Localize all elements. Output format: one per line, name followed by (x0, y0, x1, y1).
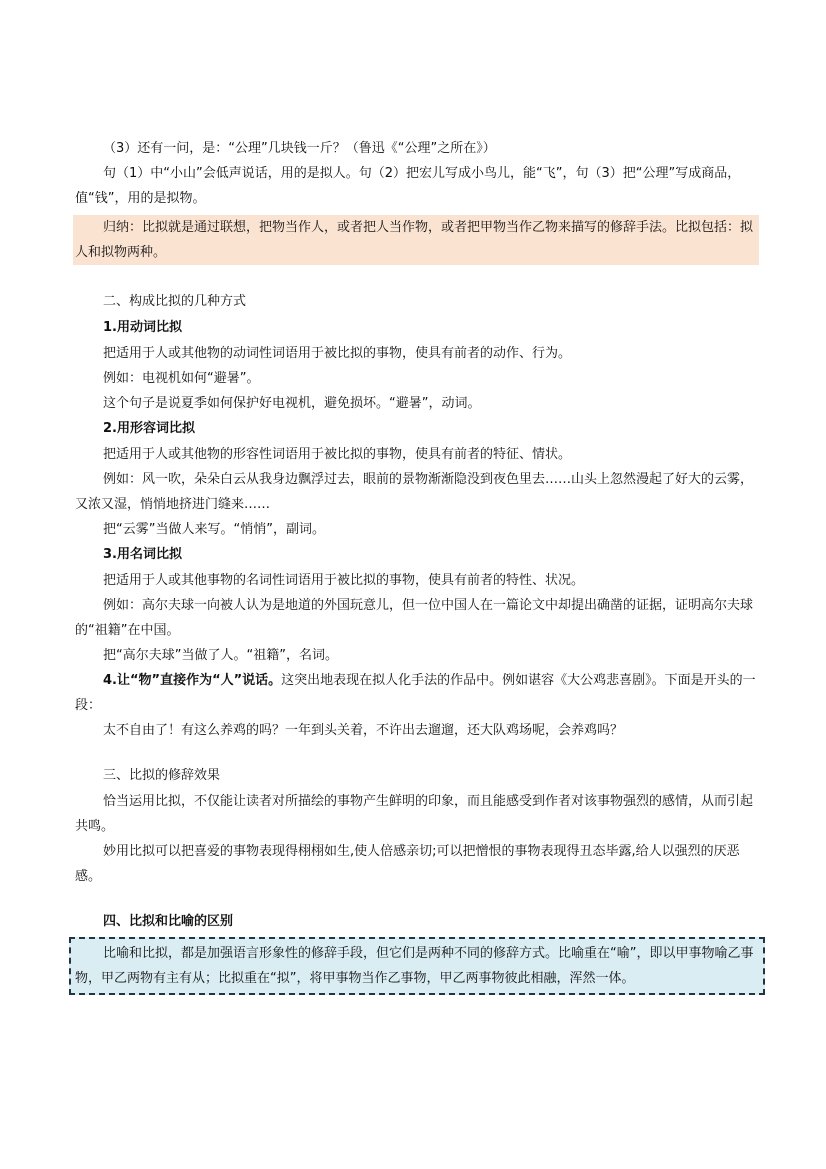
comparison-box (69, 937, 765, 995)
method-1-example: 例如：电视机如何“避暑”。 (103, 371, 260, 386)
section-4-title: 四、比拟和比喻的区别 (103, 914, 234, 929)
method-4-title: 4.让“物”直接作为“人”说话。 (103, 673, 282, 688)
method-4-desc: 这突出地表现在拟人化手法的作品中。例如谌容《大公鸡悲喜剧》。下面是开头的一段： (75, 673, 756, 713)
method-1-note: 这个句子是说夏季如何保护好电视机，避免损坏。“避暑”，动词。 (103, 396, 481, 411)
effect-paragraph-1: 恰当运用比拟，不仅能让读者对所描绘的事物产生鲜明的印象，而且能感受到作者对该事物强烈的感情，从而引起共鸣。 (75, 794, 754, 834)
section-2-title: 二、构成比拟的几种方式 (103, 294, 247, 309)
document-page (75, 136, 759, 995)
summary-box (73, 215, 759, 265)
method-4-paragraph (75, 668, 759, 718)
method-3-title: 3.用名词比拟 (103, 547, 182, 562)
summary-text: 归纳：比拟就是通过联想，把物当作人，或者把人当作物，或者把甲物当作乙物来描写的修辞手法。比拟包括：拟人和拟物两种。 (75, 220, 754, 260)
method-3-note: 把“高尔夫球”当做了人。“祖籍”，名词。 (103, 648, 338, 663)
effect-paragraph-2: 妙用比拟可以把喜爱的事物表现得栩栩如生,使人倍感亲切;可以把憎恨的事物表现得丑态毕露,给人以强烈的厌恶感。 (75, 844, 740, 884)
method-2-desc: 把适用于人或其他物的形容性词语用于被比拟的事物，使具有前者的特征、情状。 (103, 447, 572, 462)
method-2-note: 把“云雾”当做人来写。“悄悄”，副词。 (103, 522, 325, 537)
method-2-title: 2.用形容词比拟 (103, 421, 195, 436)
section-3-title: 三、比拟的修辞效果 (103, 768, 221, 783)
explanation-paragraph: 句（1）中“小山”会低声说话，用的是拟人。句（2）把宏儿写成小鸟儿，能“飞”，句（3）把“公理”写成商品，值“钱”，用的是拟物。 (75, 166, 741, 206)
method-3-example: 例如：高尔夫球一向被人认为是地道的外国玩意儿，但一位中国人在一篇论文中却提出确凿的证据，证明高尔夫球的“祖籍”在中国。 (75, 598, 754, 638)
method-1-title: 1.用动词比拟 (103, 320, 182, 335)
example-line-3: （3）还有一问，是：“公理”几块钱一斤？（鲁迅《“公理”之所在》） (103, 141, 496, 156)
method-4-example: 太不自由了！有这么养鸡的吗？一年到头关着，不许出去遛遛，还大队鸡场呢，会养鸡吗？ (103, 723, 624, 738)
method-3-desc: 把适用于人或其他事物的名词性词语用于被比拟的事物，使具有前者的特性、状况。 (103, 573, 585, 588)
method-1-desc: 把适用于人或其他物的动词性词语用于被比拟的事物，使具有前者的动作、行为。 (103, 346, 572, 361)
method-2-example: 例如：风一吹，朵朵白云从我身边飘浮过去，眼前的景物渐渐隐没到夜色里去……山头上忽然漫起了好大的云雾，又浓又湿，悄悄地挤进门缝来…… (75, 472, 754, 512)
comparison-text: 比喻和比拟，都是加强语言形象性的修辞手段，但它们是两种不同的修辞方式。比喻重在“喻”，即以甲事物喻乙事物，甲乙两物有主有从；比拟重在“拟”，将甲事物当作乙事物，甲乙两事物彼此相融，浑然一体。 (75, 946, 754, 986)
